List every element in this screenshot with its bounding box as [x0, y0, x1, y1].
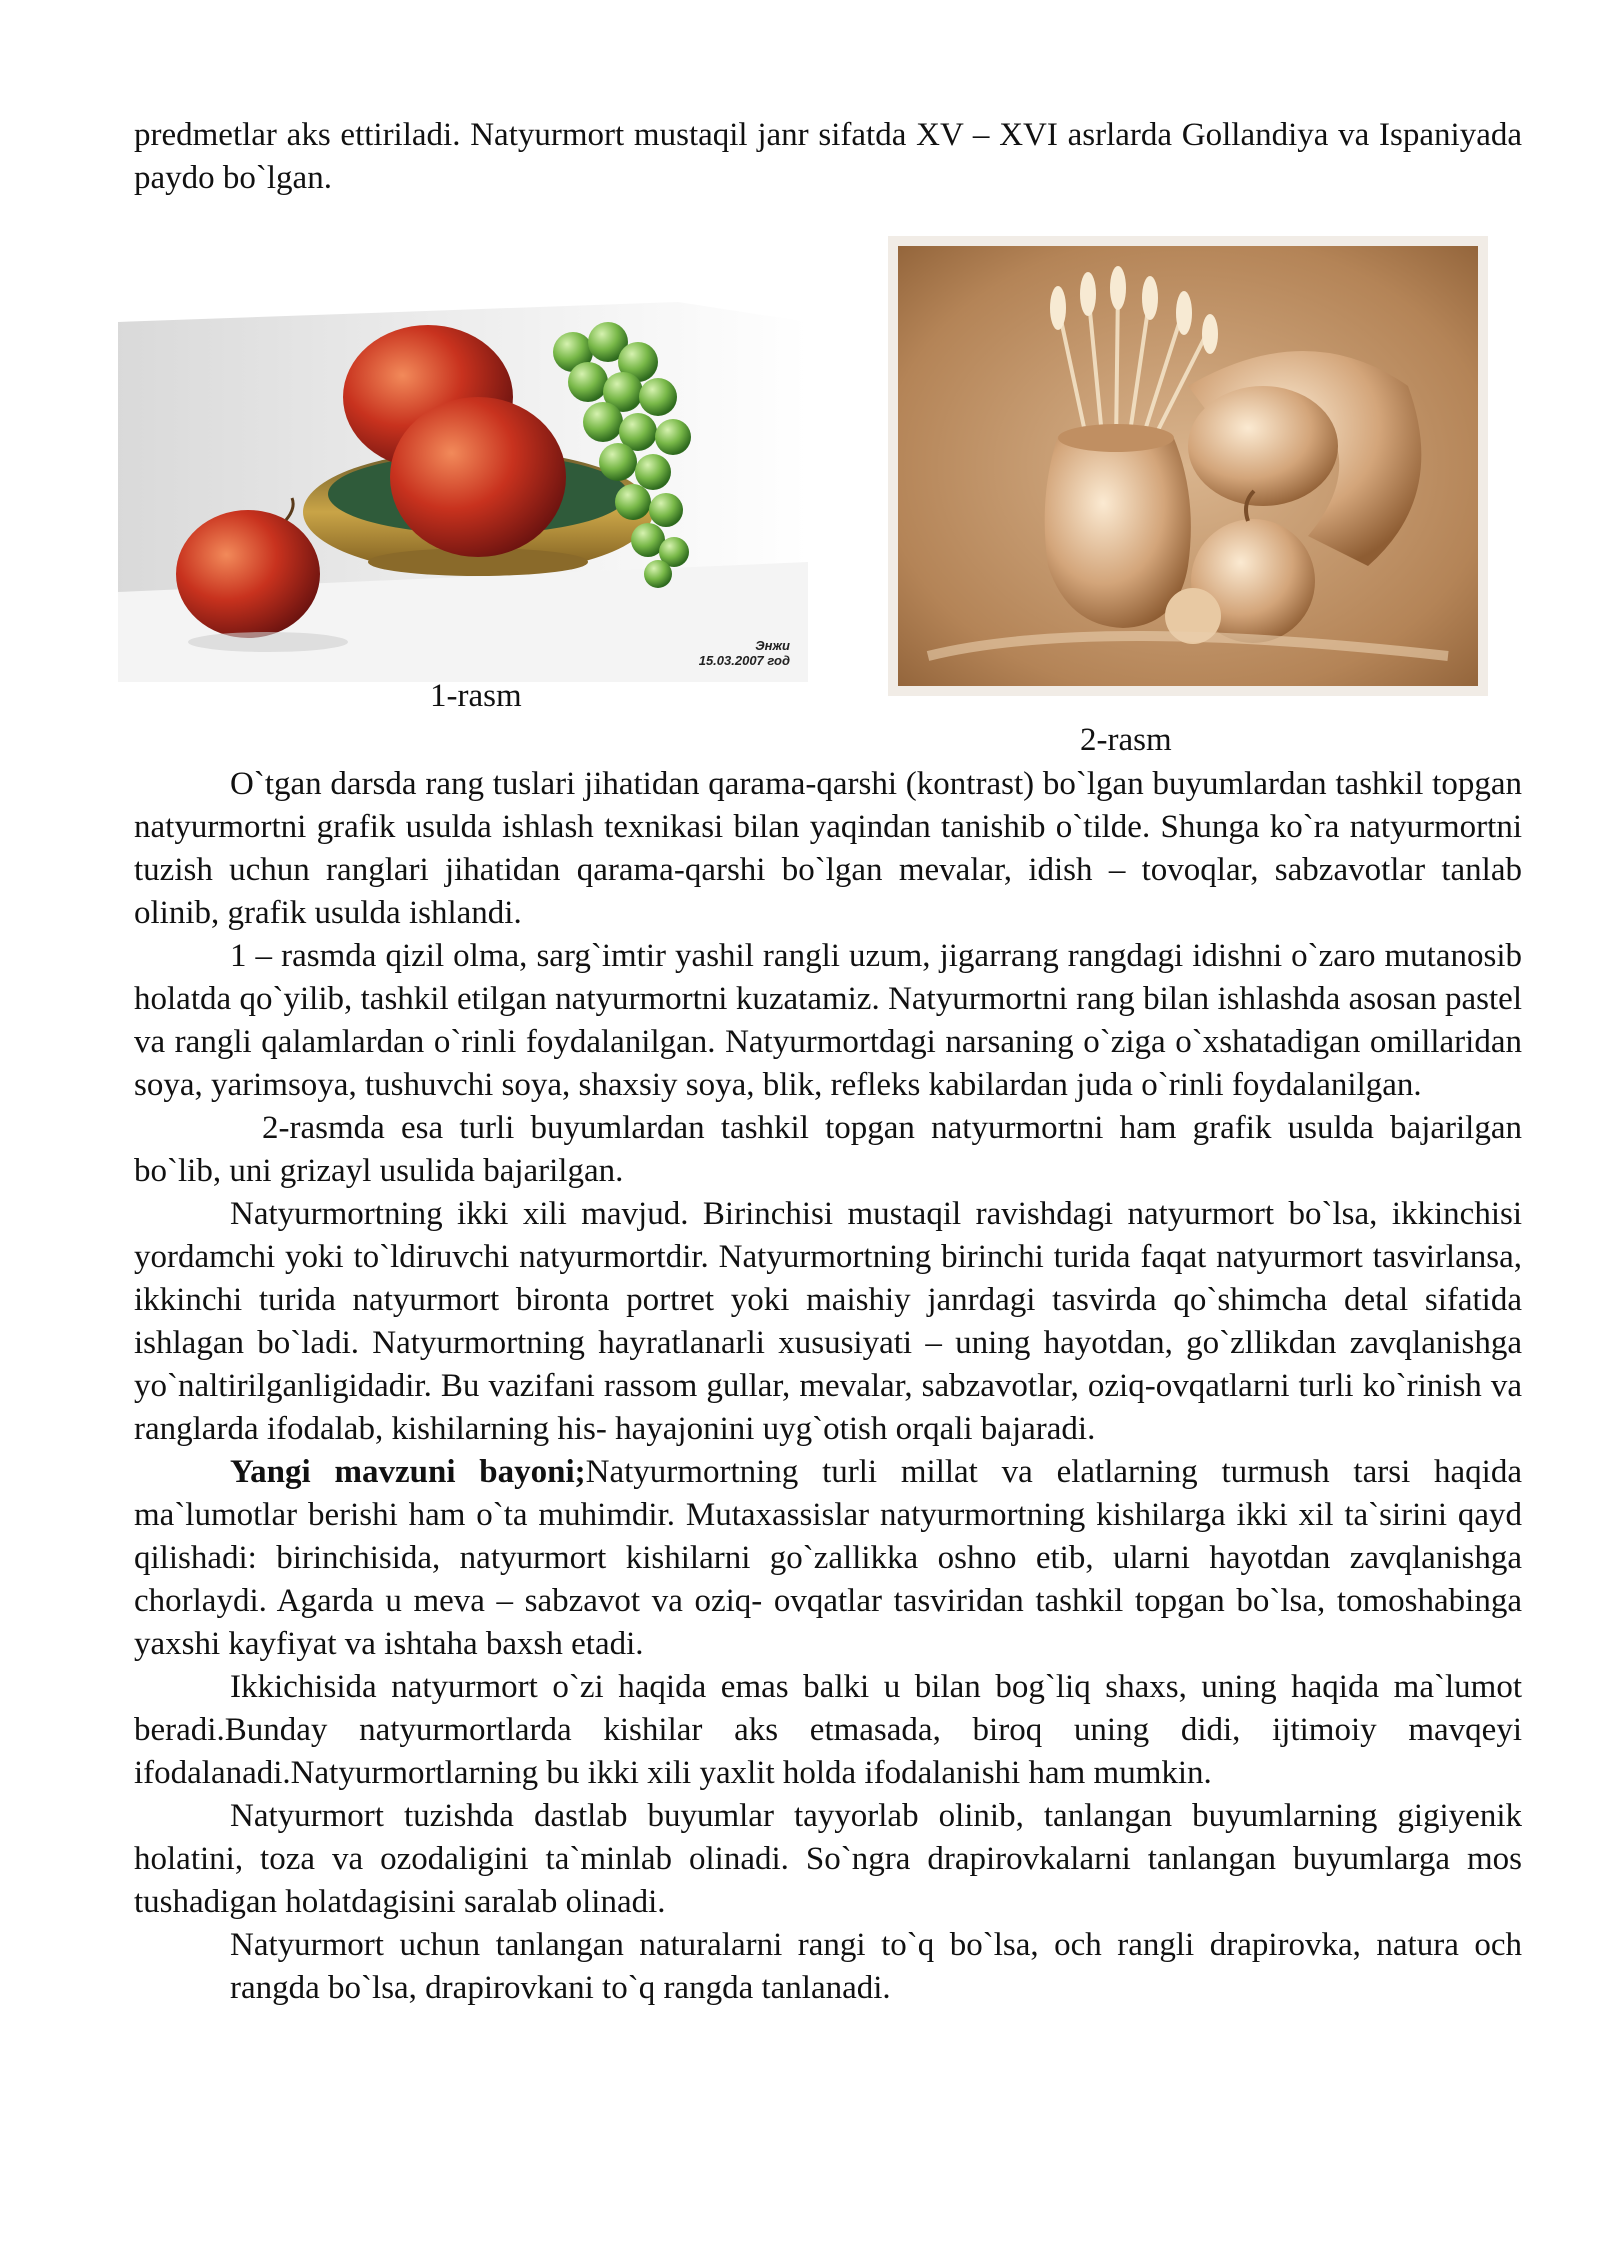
paragraph-3: 2-rasmda esa turli buyumlardan tashkil topgan natyurmortni ham grafik usulda bajarilgan bo`lib, uni grizayl usulida bajarilgan.	[134, 1110, 1522, 1189]
figure-1-still-life-image	[118, 262, 808, 682]
section-heading: Yangi mavzuni bayoni;	[230, 1454, 586, 1490]
figure-1-signature	[620, 638, 790, 668]
figure-1-caption: 1-rasm	[430, 678, 522, 714]
paragraph-1: O`tgan darsda rang tuslari jihatidan qarama-qarshi (kontrast) bo`lgan buyumlardan tashkil topgan natyurmortni grafik usulda ishlash texnikasi bilan yaqindan tanishib o`tilde. Shunga ko`ra natyurmortni tuzish uchun ranglari jihatidan qarama-qarshi bo`lgan mevalar, idish – tovoqlar, sabzavotlar tanlab olinib, grafik usulda ishlandi.	[134, 766, 1522, 931]
figure-2-caption: 2-rasm	[1080, 722, 1172, 758]
paragraph-6: Ikkichisida natyurmort o`zi haqida emas balki u bilan bog`liq shaxs, uning haqida ma`lumot beradi.Bunday natyurmortlarda kishilar aks etmasada, biroq uning didi, ijtimoiy mavqeyi ifodalanadi.Natyurmortlarning bu ikki xili yaxlit holda ifodalanishi ham mumkin.	[134, 1669, 1522, 1791]
intro-paragraph	[134, 114, 1522, 200]
paragraph-2: 1 – rasmda qizil olma, sarg`imtir yashil rangli uzum, jigarrang rangdagi idishni o`zaro mutanosib holatda qo`yilib, tashkil etilgan natyurmortni kuzatamiz. Natyurmortni rang bilan ishlashda asosan pastel va rangli qalamlardan o`rinli foydalanilgan. Natyurmortdagi narsaning o`ziga o`xshatadigan omillaridan soya, yarimsoya, tushuvchi soya, shaxsiy soya, blik, refleks kabilardan juda o`rinli foydalanilgan.	[134, 938, 1522, 1103]
intro-text: predmetlar aks ettiriladi. Natyurmort mustaqil janr sifatda XV – XVI asrlarda Gollandiya va Ispaniyada paydo bo`lgan.	[134, 117, 1522, 196]
paragraph-4: Natyurmortning ikki xili mavjud. Birinchisi mustaqil ravishdagi natyurmort bo`lsa, ikkinchisi yordamchi yoki to`ldiruvchi natyurmortdir. Natyurmortning birinchi turida faqat natyurmort tasvirlansa, ikkinchi turida natyurmort bironta portret yoki maishiy janrdagi tasvirda qo`shimcha detal sifatida ishlagan bo`ladi. Natyurmortning hayratlanarli xususiyati – uning hayotdan, go`zllikdan zavqlanishga yo`naltirilganligidadir. Bu vazifani rassom gullar, mevalar, sabzavotlar, oziq-ovqatlarni turli ko`rinish va ranglarda ifodalab, kishilarning his- hayajonini uyg`otish orqali bajaradi.	[134, 1196, 1522, 1447]
paragraph-5	[134, 1451, 1522, 1666]
signature-date: 15.03.2007 год	[698, 653, 790, 668]
paragraph-5-text: Natyurmortning turli millat va elatlarning turmush tarsi haqida ma`lumotlar berishi ham o`ta muhimdir. Mutaxassislar natyurmortning kishilarga ikki xil ta`sirini qayd qilishadi: birinchisida, natyurmort kishilarni go`zallikka oshno etib, ularni hayotdan zavqlanishga chorlaydi. Agarda u meva – sabzavot va oziq- ovqatlar tasviridan tashkil topgan bo`lsa, tomoshabinga yaxshi kayfiyat va ishtaha baxsh etadi.	[134, 1454, 1522, 1662]
signature-name: Энжи	[755, 638, 790, 653]
body-text	[134, 763, 1522, 2010]
paragraph-8: Natyurmort uchun tanlangan naturalarni rangi to`q bo`lsa, och rangli drapirovka, natura och rangda bo`lsa, drapirovkani to`q rangda tanlanadi.	[230, 1927, 1522, 2006]
paragraph-7: Natyurmort tuzishda dastlab buyumlar tayyorlab olinib, tanlangan buyumlarning gigiyenik holatini, toza va ozodaligini ta`minlab olinadi. So`ngra drapirovkalarni tanlangan buyumlarga mos tushadigan holatdagisini saralab olinadi.	[134, 1798, 1522, 1920]
figure-2-grisaille-image	[888, 236, 1488, 696]
